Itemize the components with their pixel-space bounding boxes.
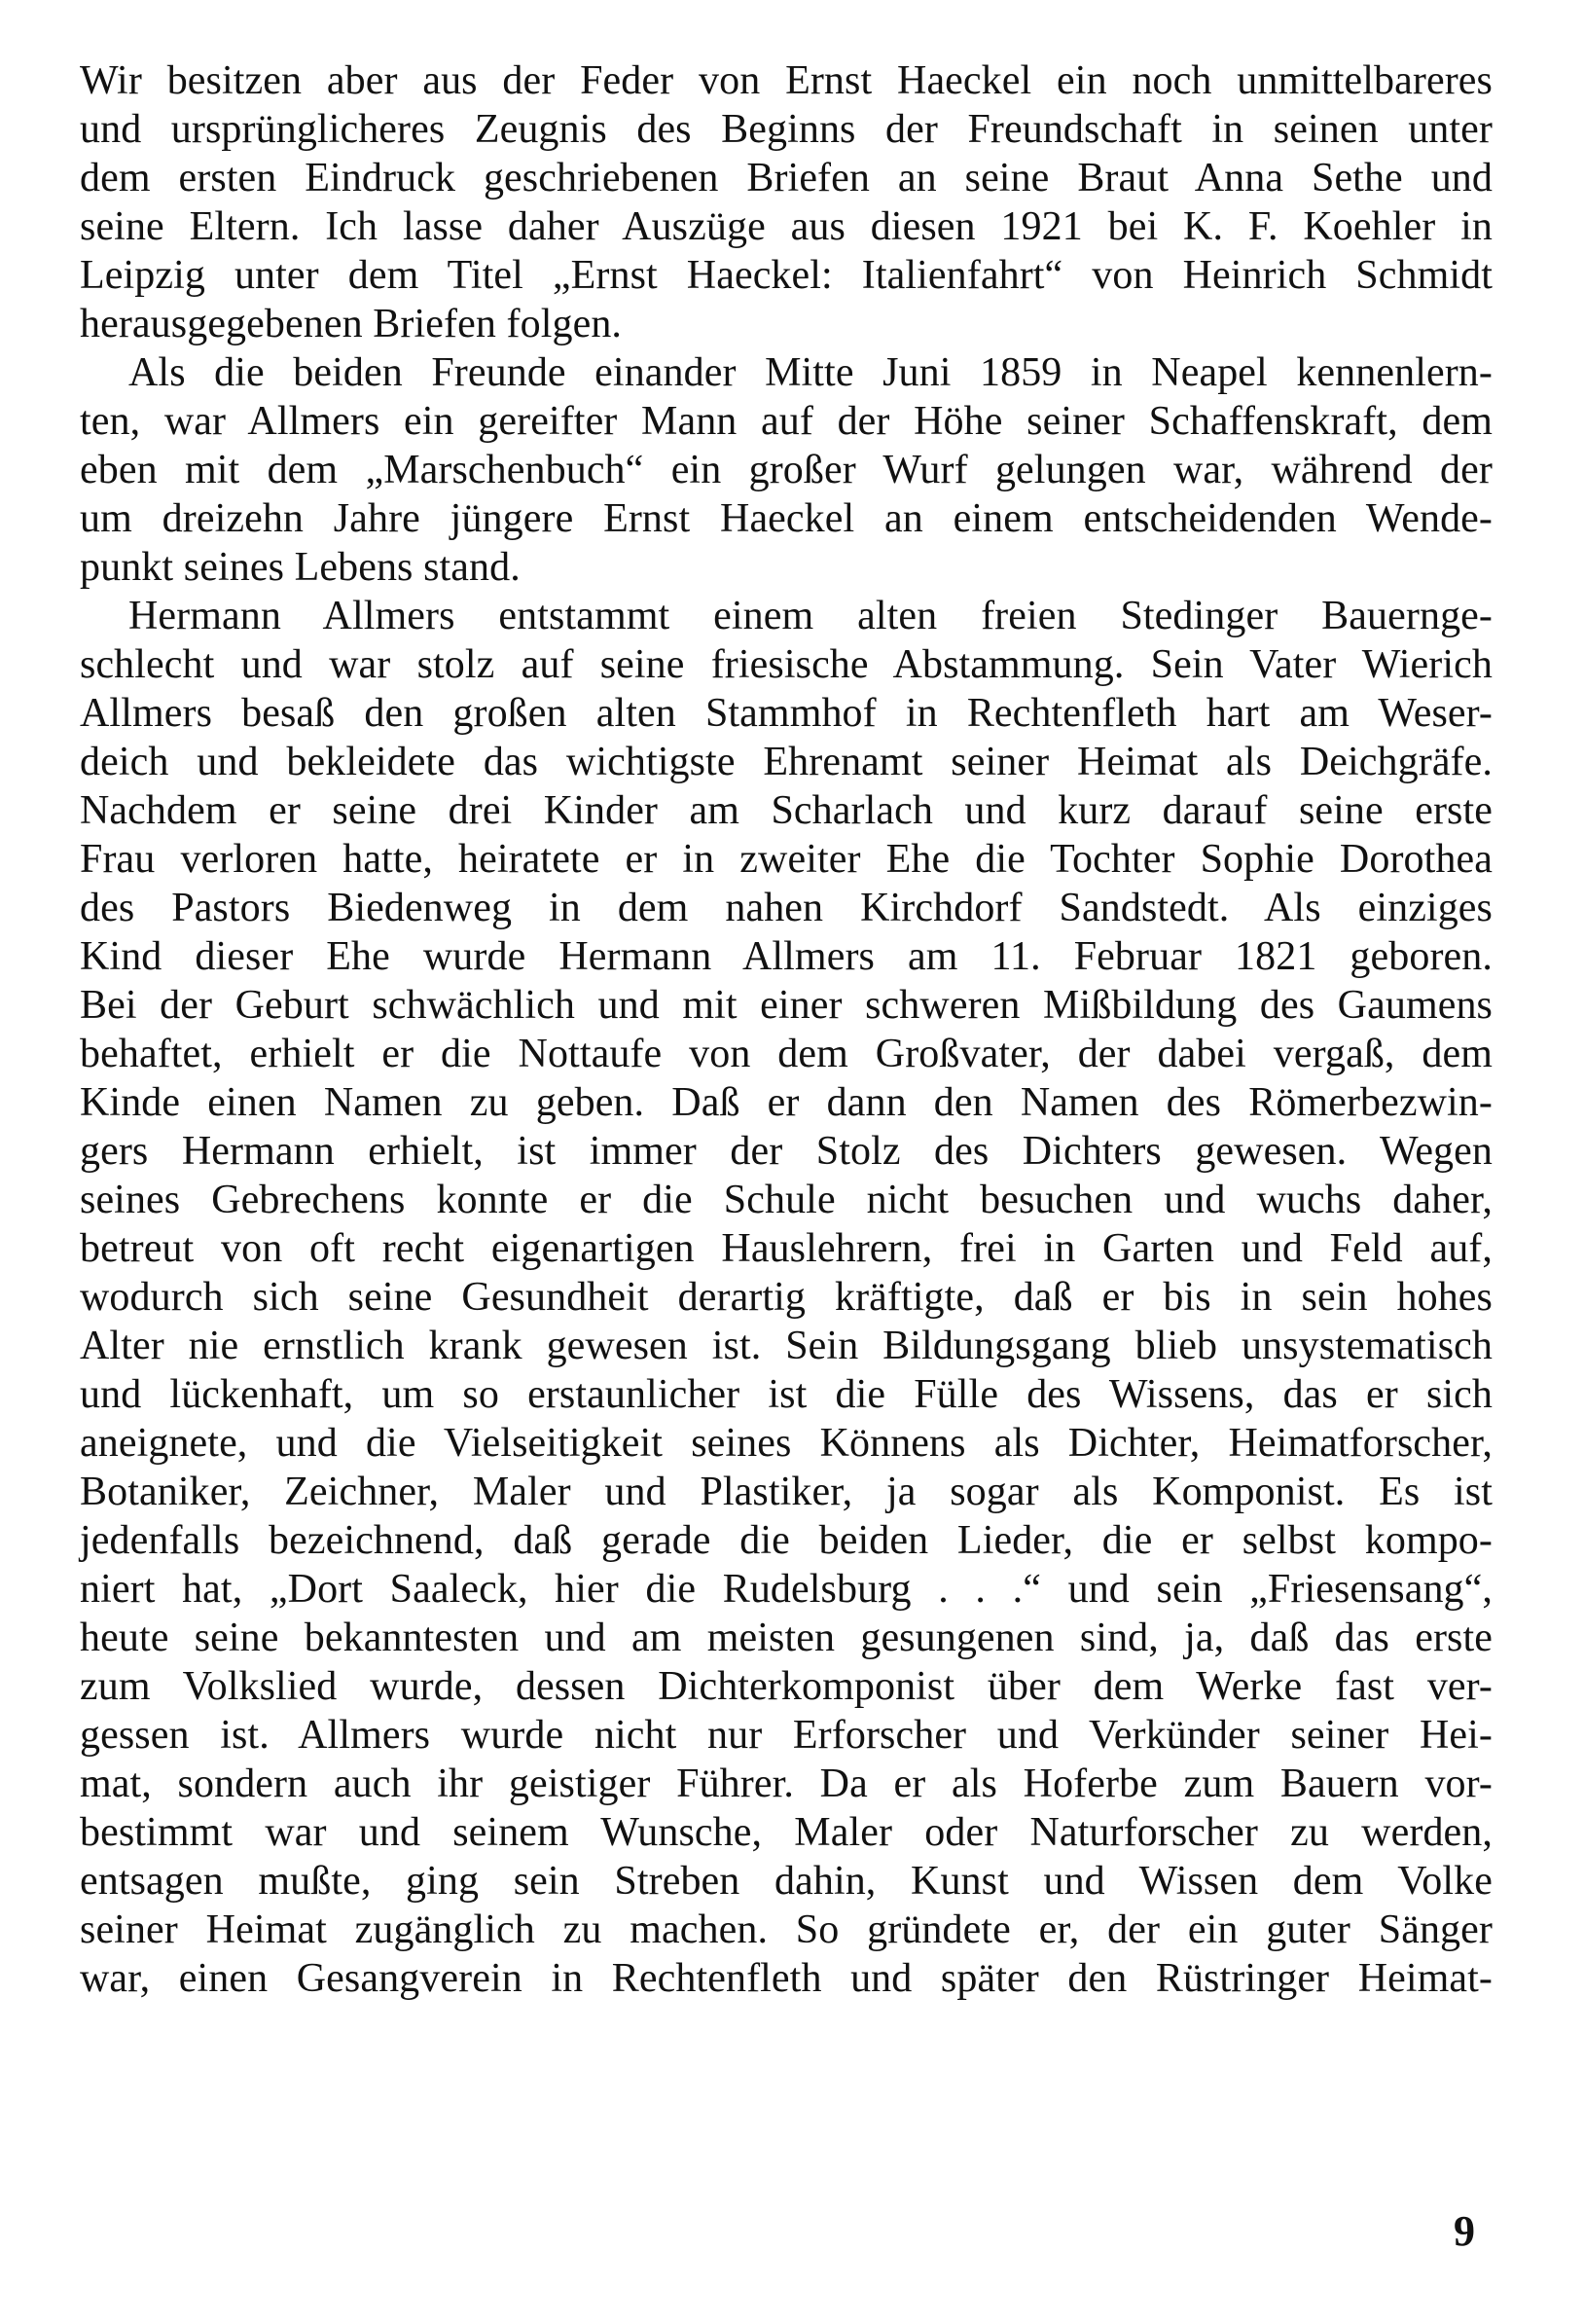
text-line: war, einen Gesangverein in Rechtenfleth und später den Rüstringer Heimat- xyxy=(80,1956,1493,2001)
text-line: Frau verloren hatte, heiratete er in zweiter Ehe die Tochter Sophie Dorothea xyxy=(80,837,1493,882)
text-line: Leipzig unter dem Titel „Ernst Haeckel: Italienfahrt“ von Heinrich Schmidt xyxy=(80,253,1493,298)
text-line: zum Volkslied wurde, dessen Dichterkomponist über dem Werke fast ver- xyxy=(80,1664,1493,1709)
text-line: um dreizehn Jahre jüngere Ernst Haeckel an einem entscheidenden Wende- xyxy=(80,496,1493,541)
text-line: Wir besitzen aber aus der Feder von Ernst Haeckel ein noch unmittelbareres xyxy=(80,58,1493,103)
text-line: entsagen mußte, ging sein Streben dahin, Kunst und Wissen dem Volke xyxy=(80,1859,1493,1904)
text-line: Als die beiden Freunde einander Mitte Juni 1859 in Neapel kennenlern- xyxy=(128,350,1493,395)
text-line: dem ersten Eindruck geschriebenen Briefen an seine Braut Anna Sethe und xyxy=(80,156,1493,200)
text-line: und lückenhaft, um so erstaunlicher ist die Fülle des Wissens, das er sich xyxy=(80,1372,1493,1417)
text-line: Hermann Allmers entstammt einem alten freien Stedinger Bauernge- xyxy=(128,594,1493,638)
text-line: aneignete, und die Vielseitigkeit seines Könnens als Dichter, Heimatforscher, xyxy=(80,1421,1493,1466)
text-line: Kind dieser Ehe wurde Hermann Allmers am 11. Februar 1821 geboren. xyxy=(80,934,1493,979)
text-line: deich und bekleidete das wichtigste Ehrenamt seiner Heimat als Deichgräfe. xyxy=(80,740,1493,784)
text-line: des Pastors Biedenweg in dem nahen Kirchdorf Sandstedt. Als einziges xyxy=(80,886,1493,930)
text-line: gessen ist. Allmers wurde nicht nur Erforscher und Verkünder seiner Hei- xyxy=(80,1713,1493,1758)
text-line: gers Hermann erhielt, ist immer der Stolz des Dichters gewesen. Wegen xyxy=(80,1129,1493,1174)
text-line: herausgegebenen Briefen folgen. xyxy=(80,302,623,346)
text-line: mat, sondern auch ihr geistiger Führer. Da er als Hoferbe zum Bauern vor- xyxy=(80,1761,1493,1806)
text-line: ten, war Allmers ein gereifter Mann auf der Höhe seiner Schaffenskraft, dem xyxy=(80,399,1493,444)
text-line: Allmers besaß den großen alten Stammhof in Rechtenfleth hart am Weser- xyxy=(80,691,1493,736)
text-line: betreut von oft recht eigenartigen Hauslehrern, frei in Garten und Feld auf, xyxy=(80,1226,1493,1271)
text-line: Bei der Geburt schwächlich und mit einer schweren Mißbildung des Gaumens xyxy=(80,983,1493,1028)
text-line: seine Eltern. Ich lasse daher Auszüge aus diesen 1921 bei K. F. Koehler in xyxy=(80,204,1493,249)
text-line: punkt seines Lebens stand. xyxy=(80,545,521,590)
text-line: und ursprünglicheres Zeugnis des Beginns der Freundschaft in seinen unter xyxy=(80,107,1493,152)
text-line: bestimmt war und seinem Wunsche, Maler oder Naturforscher zu werden, xyxy=(80,1810,1493,1855)
text-line: eben mit dem „Marschenbuch“ ein großer Wurf gelungen war, während der xyxy=(80,448,1493,492)
page-number: 9 xyxy=(1454,2207,1475,2255)
text-line: behaftet, erhielt er die Nottaufe von dem Großvater, der dabei vergaß, dem xyxy=(80,1032,1493,1076)
text-line: Kinde einen Namen zu geben. Daß er dann den Namen des Römerbezwin- xyxy=(80,1080,1493,1125)
body-text xyxy=(80,56,1493,2003)
text-line: schlecht und war stolz auf seine friesische Abstammung. Sein Vater Wierich xyxy=(80,642,1493,687)
text-line: Botaniker, Zeichner, Maler und Plastiker, ja sogar als Komponist. Es ist xyxy=(80,1470,1493,1514)
text-line: wodurch sich seine Gesundheit derartig kräftigte, daß er bis in sein hohes xyxy=(80,1275,1493,1320)
text-line: Alter nie ernstlich krank gewesen ist. Sein Bildungsgang blieb unsystematisch xyxy=(80,1324,1493,1368)
text-line: jedenfalls bezeichnend, daß gerade die beiden Lieder, die er selbst kompo- xyxy=(80,1518,1493,1563)
text-line: niert hat, „Dort Saaleck, hier die Rudelsburg . . .“ und sein „Friesensang“, xyxy=(80,1567,1493,1612)
text-line: seines Gebrechens konnte er die Schule nicht besuchen und wuchs daher, xyxy=(80,1178,1493,1222)
text-line: Nachdem er seine drei Kinder am Scharlach und kurz darauf seine erste xyxy=(80,788,1493,833)
text-line: seiner Heimat zugänglich zu machen. So gründete er, der ein guter Sänger xyxy=(80,1907,1493,1952)
text-line: heute seine bekanntesten und am meisten gesungenen sind, ja, daß das erste xyxy=(80,1616,1493,1660)
